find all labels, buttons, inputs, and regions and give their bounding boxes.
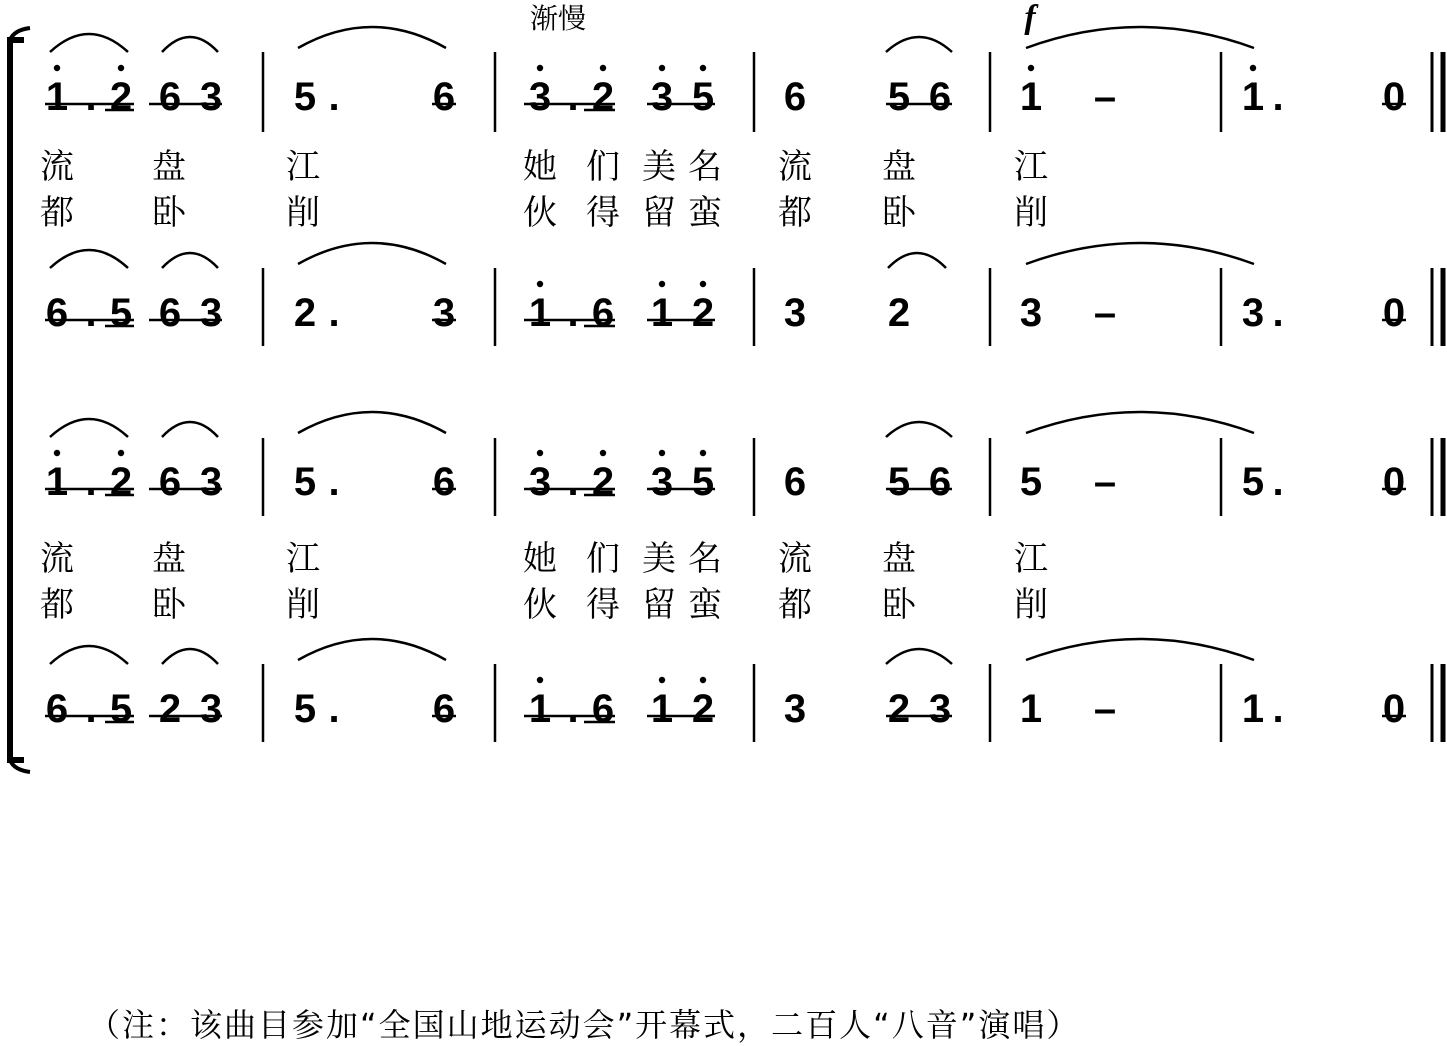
- note: 3: [1241, 291, 1265, 335]
- augmentation-dot: .: [85, 460, 97, 504]
- note: 6: [591, 291, 615, 335]
- note: 3: [650, 460, 674, 504]
- slur: [886, 37, 952, 52]
- lyric-char: 她: [523, 539, 557, 579]
- lyric-char: 盘: [882, 147, 916, 187]
- slur: [162, 649, 218, 664]
- lyric-char: 美: [642, 147, 676, 187]
- lyric-char: 江: [286, 147, 320, 187]
- note: 6: [158, 460, 182, 504]
- high-octave-dot: [659, 677, 665, 683]
- sustain-dash: –: [1093, 291, 1117, 335]
- note: 2: [887, 687, 911, 731]
- note: 5: [293, 75, 317, 119]
- note: 2: [591, 75, 615, 119]
- note: 6: [158, 75, 182, 119]
- note: 6: [432, 687, 456, 731]
- lyric-char: 江: [1014, 147, 1048, 187]
- lyric-char: 都: [778, 585, 812, 625]
- note: 5: [887, 75, 911, 119]
- note: 1: [528, 291, 552, 335]
- note: 1: [528, 687, 552, 731]
- note: 5: [691, 460, 715, 504]
- augmentation-dot: .: [85, 291, 97, 335]
- slur: [298, 412, 446, 433]
- high-octave-dot: [118, 65, 124, 71]
- slur: [298, 639, 446, 660]
- note: 3: [199, 75, 223, 119]
- lyric-char: 蛮: [688, 585, 722, 625]
- lyric-char: 美: [642, 539, 676, 579]
- note: 2: [293, 291, 317, 335]
- note: 3: [432, 291, 456, 335]
- lyric-char: 卧: [882, 193, 916, 233]
- high-octave-dot: [700, 65, 706, 71]
- slur: [886, 649, 952, 664]
- slur: [1026, 412, 1254, 433]
- note: 1: [1241, 687, 1265, 731]
- note: 2: [887, 291, 911, 335]
- note: 6: [158, 291, 182, 335]
- note: 6: [928, 460, 952, 504]
- lyric-char: 名: [688, 539, 722, 579]
- note: 6: [928, 75, 952, 119]
- lyric-char: 削: [1014, 585, 1048, 625]
- note: 0: [1382, 75, 1406, 119]
- slur: [162, 37, 218, 52]
- lyric-char: 流: [778, 147, 812, 187]
- lyric-char: 们: [586, 539, 620, 579]
- slur: [1026, 243, 1254, 264]
- high-octave-dot: [118, 450, 124, 456]
- augmentation-dot: .: [328, 75, 340, 119]
- lyric-char: 削: [286, 193, 320, 233]
- note: 5: [887, 460, 911, 504]
- high-octave-dot: [659, 65, 665, 71]
- high-octave-dot: [659, 281, 665, 287]
- lyric-char: 流: [778, 539, 812, 579]
- augmentation-dot: .: [1272, 291, 1284, 335]
- slur: [886, 422, 952, 437]
- augmentation-dot: .: [1272, 687, 1284, 731]
- note: 1: [1241, 75, 1265, 119]
- slur: [50, 34, 128, 52]
- high-octave-dot: [659, 450, 665, 456]
- note: 3: [199, 687, 223, 731]
- lyric-char: 卧: [882, 585, 916, 625]
- high-octave-dot: [600, 65, 606, 71]
- lyric-char: 削: [286, 585, 320, 625]
- lyric-char: 江: [286, 539, 320, 579]
- note: 3: [928, 687, 952, 731]
- system-bracket: [10, 40, 24, 760]
- augmentation-dot: .: [567, 75, 579, 119]
- tempo-marking: 渐慢: [529, 2, 587, 35]
- note: 1: [45, 75, 69, 119]
- note: 0: [1382, 687, 1406, 731]
- augmentation-dot: .: [567, 687, 579, 731]
- high-octave-dot: [537, 450, 543, 456]
- high-octave-dot: [700, 450, 706, 456]
- footnote: （注：该曲目参加“全国山地运动会”开幕式，二百人“八音”演唱）: [88, 1006, 1081, 1044]
- note: 6: [432, 460, 456, 504]
- augmentation-dot: .: [85, 75, 97, 119]
- augmentation-dot: .: [328, 460, 340, 504]
- note: 2: [158, 687, 182, 731]
- note: 6: [591, 687, 615, 731]
- note: 3: [199, 460, 223, 504]
- lyric-char: 得: [586, 193, 620, 233]
- note: 2: [591, 460, 615, 504]
- sustain-dash: –: [1093, 460, 1117, 504]
- note: 0: [1382, 460, 1406, 504]
- slur: [162, 253, 218, 268]
- lyric-char: 削: [1014, 193, 1048, 233]
- note: 2: [691, 291, 715, 335]
- lyric-char: 盘: [152, 147, 186, 187]
- note: 3: [650, 75, 674, 119]
- lyric-char: 江: [1014, 539, 1048, 579]
- note: 6: [432, 75, 456, 119]
- lyric-char: 留: [642, 585, 676, 625]
- note: 3: [783, 291, 807, 335]
- lyric-char: 得: [586, 585, 620, 625]
- high-octave-dot: [54, 65, 60, 71]
- lyric-char: 伙: [523, 585, 557, 625]
- note: 3: [199, 291, 223, 335]
- high-octave-dot: [54, 450, 60, 456]
- lyric-char: 她: [523, 147, 557, 187]
- lyric-char: 蛮: [688, 193, 722, 233]
- note: 1: [650, 291, 674, 335]
- augmentation-dot: .: [328, 687, 340, 731]
- note: 3: [528, 460, 552, 504]
- note: 6: [783, 75, 807, 119]
- high-octave-dot: [537, 677, 543, 683]
- lyric-char: 流: [40, 539, 74, 579]
- high-octave-dot: [600, 450, 606, 456]
- note: 5: [691, 75, 715, 119]
- note: 1: [650, 687, 674, 731]
- note: 3: [783, 687, 807, 731]
- note: 3: [1019, 291, 1043, 335]
- note: 2: [109, 75, 133, 119]
- high-octave-dot: [537, 65, 543, 71]
- augmentation-dot: .: [85, 687, 97, 731]
- slur: [888, 253, 946, 268]
- slur: [50, 646, 128, 664]
- lyric-char: 都: [40, 585, 74, 625]
- slur: [50, 250, 128, 268]
- note: 6: [45, 687, 69, 731]
- high-octave-dot: [1250, 65, 1256, 71]
- sustain-dash: –: [1093, 75, 1117, 119]
- high-octave-dot: [700, 677, 706, 683]
- lyric-char: 们: [586, 147, 620, 187]
- note: 0: [1382, 291, 1406, 335]
- augmentation-dot: .: [567, 460, 579, 504]
- note: 6: [783, 460, 807, 504]
- high-octave-dot: [700, 281, 706, 287]
- note: 5: [109, 291, 133, 335]
- note: 5: [1019, 460, 1043, 504]
- augmentation-dot: .: [1272, 75, 1284, 119]
- note: 5: [293, 687, 317, 731]
- lyric-char: 名: [688, 147, 722, 187]
- lyric-char: 盘: [152, 539, 186, 579]
- lyric-char: 都: [778, 193, 812, 233]
- note: 5: [1241, 460, 1265, 504]
- lyric-char: 流: [40, 147, 74, 187]
- lyric-char: 卧: [152, 193, 186, 233]
- note: 1: [1019, 75, 1043, 119]
- lyric-char: 伙: [523, 193, 557, 233]
- lyric-char: 卧: [152, 585, 186, 625]
- note: 5: [293, 460, 317, 504]
- slur: [298, 27, 446, 48]
- augmentation-dot: .: [567, 291, 579, 335]
- note: 2: [109, 460, 133, 504]
- note: 2: [691, 687, 715, 731]
- slur: [1026, 639, 1254, 660]
- dynamic-marking: f: [1024, 0, 1036, 36]
- slur: [50, 419, 128, 437]
- note: 3: [528, 75, 552, 119]
- slur: [298, 243, 446, 264]
- note: 5: [109, 687, 133, 731]
- augmentation-dot: .: [328, 291, 340, 335]
- lyric-char: 盘: [882, 539, 916, 579]
- high-octave-dot: [537, 281, 543, 287]
- augmentation-dot: .: [1272, 460, 1284, 504]
- note: 1: [45, 460, 69, 504]
- lyric-char: 留: [642, 193, 676, 233]
- sustain-dash: –: [1093, 687, 1117, 731]
- note: 1: [1019, 687, 1043, 731]
- lyric-char: 都: [40, 193, 74, 233]
- slur: [162, 422, 218, 437]
- high-octave-dot: [1028, 65, 1034, 71]
- note: 6: [45, 291, 69, 335]
- slur: [1026, 27, 1254, 48]
